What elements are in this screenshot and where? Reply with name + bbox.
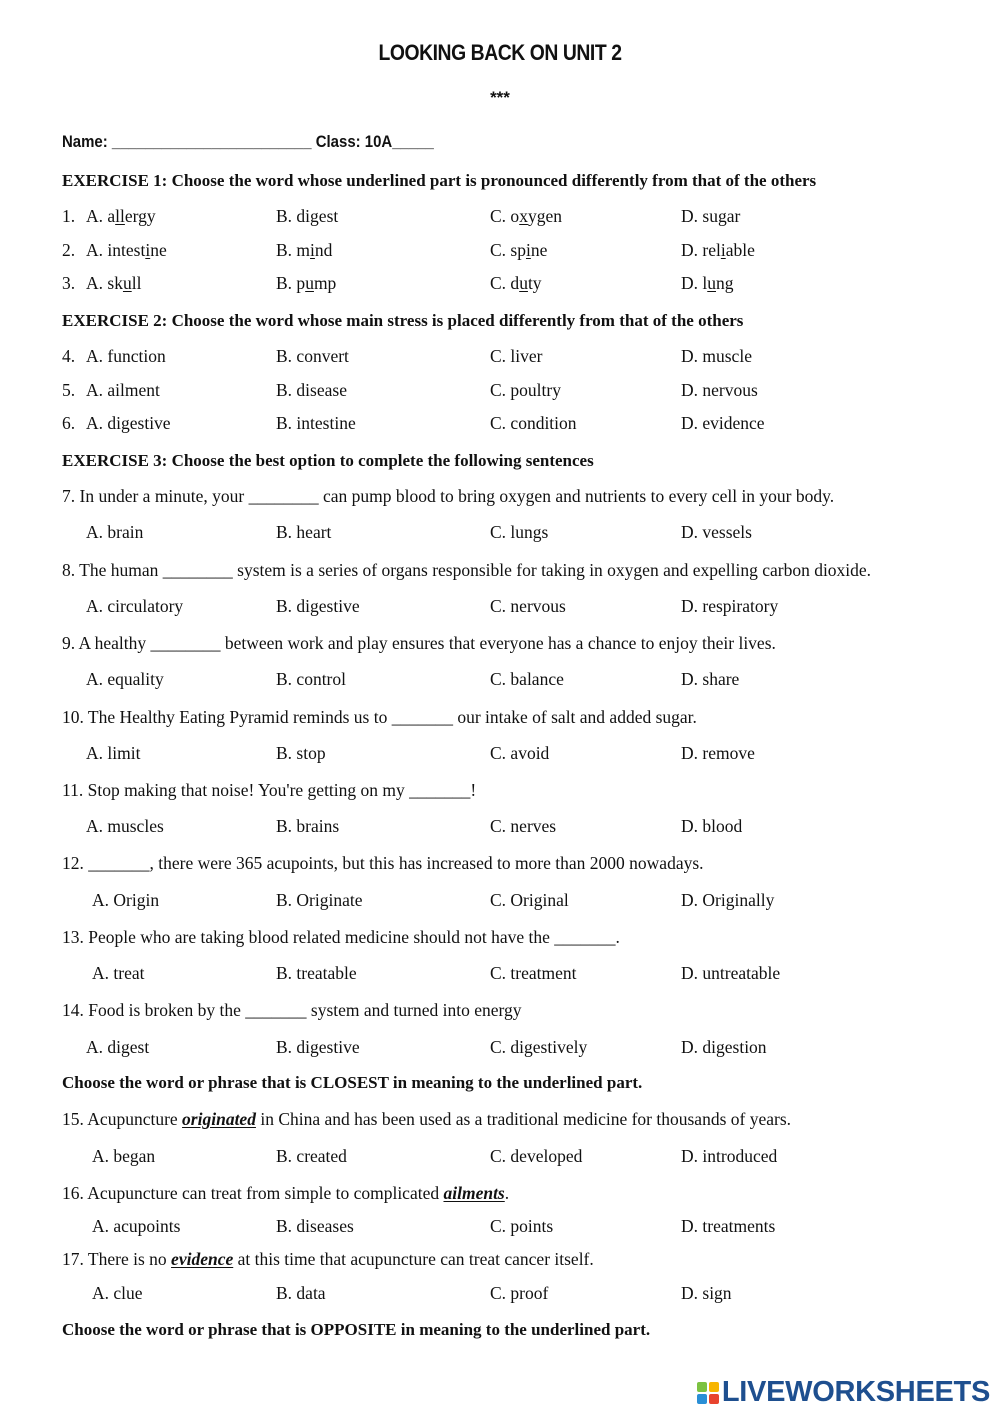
option-c: C. oxygen — [490, 206, 562, 226]
option-b: B. disease — [276, 380, 347, 400]
option-a: A. clue — [92, 1283, 143, 1303]
question-7: 7. In under a minute, your ________ can pump blood to bring oxygen and nutrients to every cell in your body. — [62, 486, 835, 506]
closest-heading: Choose the word or phrase that is CLOSEST in meaning to the underlined part. — [62, 1073, 643, 1092]
logo-square-green — [697, 1382, 707, 1392]
option-d: D. evidence — [681, 413, 765, 433]
option-b: B. data — [276, 1283, 326, 1303]
underlined-word: originated — [182, 1109, 256, 1129]
option-b: B. control — [276, 669, 346, 689]
option-b: B. digest — [276, 206, 339, 226]
option-b: B. treatable — [276, 963, 357, 983]
option-a: A. circulatory — [86, 596, 184, 616]
question-15: 15. Acupuncture originated in China and has been used as a traditional medicine for thousands of years. — [62, 1109, 792, 1129]
question-11: 11. Stop making that noise! You're getting on my _______! — [62, 780, 477, 800]
logo-square-red — [709, 1394, 719, 1404]
liveworksheets-logo-text: LIVEWORKSHEETS — [721, 1376, 990, 1408]
option-a: A. ailment — [86, 380, 160, 400]
option-d: D. sign — [681, 1283, 732, 1303]
option-a: A. allergy — [86, 206, 156, 226]
option-d: D. vessels — [681, 522, 752, 542]
question-number: 3. — [62, 273, 76, 293]
option-a: A. acupoints — [92, 1216, 181, 1236]
option-d: D. respiratory — [681, 596, 779, 616]
question-number: 2. — [62, 240, 76, 260]
option-b: B. digestive — [276, 1037, 360, 1057]
option-d: D. introduced — [681, 1146, 778, 1166]
option-b: B. mind — [276, 240, 333, 260]
question-12: 12. _______, there were 365 acupoints, but this has increased to more than 2000 nowadays. — [62, 853, 704, 873]
option-d: D. digestion — [681, 1037, 767, 1057]
option-a: A. equality — [86, 669, 164, 689]
option-d: D. remove — [681, 743, 755, 763]
option-d: D. blood — [681, 816, 743, 836]
option-c: C. poultry — [490, 380, 561, 400]
option-d: D. nervous — [681, 380, 758, 400]
option-b: B. convert — [276, 346, 349, 366]
name-class-line: Name: ________________________ Class: 10A_____ — [62, 132, 434, 151]
option-c: C. condition — [490, 413, 577, 433]
title-stars: *** — [490, 88, 510, 107]
option-c: C. nerves — [490, 816, 557, 836]
option-c: C. digestively — [490, 1037, 588, 1057]
option-c: C. developed — [490, 1146, 583, 1166]
option-b: B. intestine — [276, 413, 356, 433]
exercise-3-heading: EXERCISE 3: Choose the best option to complete the following sentences — [62, 451, 594, 470]
option-b: B. diseases — [276, 1216, 354, 1236]
option-a: A. Origin — [92, 890, 160, 910]
exercise-1-heading: EXERCISE 1: Choose the word whose underlined part is pronounced differently from that of the others — [62, 171, 817, 190]
option-c: C. duty — [490, 273, 542, 293]
question-16: 16. Acupuncture can treat from simple to complicated ailments. — [62, 1183, 510, 1203]
option-c: C. nervous — [490, 596, 566, 616]
question-number: 6. — [62, 413, 76, 433]
underlined-word: ailments — [443, 1183, 505, 1203]
question-13: 13. People who are taking blood related medicine should not have the _______. — [62, 927, 620, 947]
option-a: A. brain — [86, 522, 144, 542]
option-a: A. began — [92, 1146, 156, 1166]
exercise-2-heading: EXERCISE 2: Choose the word whose main stress is placed differently from that of the others — [62, 311, 744, 330]
option-b: B. pump — [276, 273, 337, 293]
option-c: C. balance — [490, 669, 564, 689]
option-b: B. created — [276, 1146, 347, 1166]
question-number: 1. — [62, 206, 76, 226]
question-number: 4. — [62, 346, 76, 366]
option-b: B. stop — [276, 743, 326, 763]
option-d: D. Originally — [681, 890, 775, 910]
underlined-word: evidence — [171, 1249, 234, 1269]
question-9: 9. A healthy ________ between work and play ensures that everyone has a chance to enjoy their lives. — [62, 633, 776, 653]
option-a: A. muscles — [86, 816, 164, 836]
opposite-heading: Choose the word or phrase that is OPPOSITE in meaning to the underlined part. — [62, 1320, 651, 1339]
option-c: C. treatment — [490, 963, 577, 983]
option-a: A. limit — [86, 743, 141, 763]
option-a: A. digest — [86, 1037, 150, 1057]
option-d: D. sugar — [681, 206, 741, 226]
option-b: B. digestive — [276, 596, 360, 616]
option-d: D. lung — [681, 273, 734, 293]
option-a: A. treat — [92, 963, 145, 983]
option-c: C. liver — [490, 346, 543, 366]
page-title: LOOKING BACK ON UNIT 2 — [378, 40, 622, 65]
option-d: D. share — [681, 669, 740, 689]
option-c: C. spine — [490, 240, 548, 260]
question-17: 17. There is no evidence at this time that acupuncture can treat cancer itself. — [62, 1249, 594, 1269]
option-b: B. brains — [276, 816, 340, 836]
logo-square-yellow — [709, 1382, 719, 1392]
option-c: C. lungs — [490, 522, 549, 542]
option-d: D. reliable — [681, 240, 755, 260]
liveworksheets-logo-icon — [697, 1382, 719, 1404]
question-number: 5. — [62, 380, 76, 400]
question-8: 8. The human ________ system is a series of organs responsible for taking in oxygen and expelling carbon dioxide. — [62, 560, 872, 580]
liveworksheets-logo — [697, 1376, 990, 1409]
logo-square-blue — [697, 1394, 707, 1404]
option-a: A. skull — [86, 273, 142, 293]
option-d: D. muscle — [681, 346, 752, 366]
option-c: C. points — [490, 1216, 554, 1236]
option-c: C. Original — [490, 890, 569, 910]
option-d: D. treatments — [681, 1216, 776, 1236]
option-b: B. Originate — [276, 890, 363, 910]
option-b: B. heart — [276, 522, 332, 542]
option-c: C. proof — [490, 1283, 549, 1303]
question-14: 14. Food is broken by the _______ system and turned into energy — [62, 1000, 522, 1020]
option-c: C. avoid — [490, 743, 550, 763]
question-10: 10. The Healthy Eating Pyramid reminds us to _______ our intake of salt and added sugar. — [62, 707, 697, 727]
option-a: A. digestive — [86, 413, 171, 433]
option-a: A. function — [86, 346, 166, 366]
option-d: D. untreatable — [681, 963, 781, 983]
option-a: A. intestine — [86, 240, 167, 260]
